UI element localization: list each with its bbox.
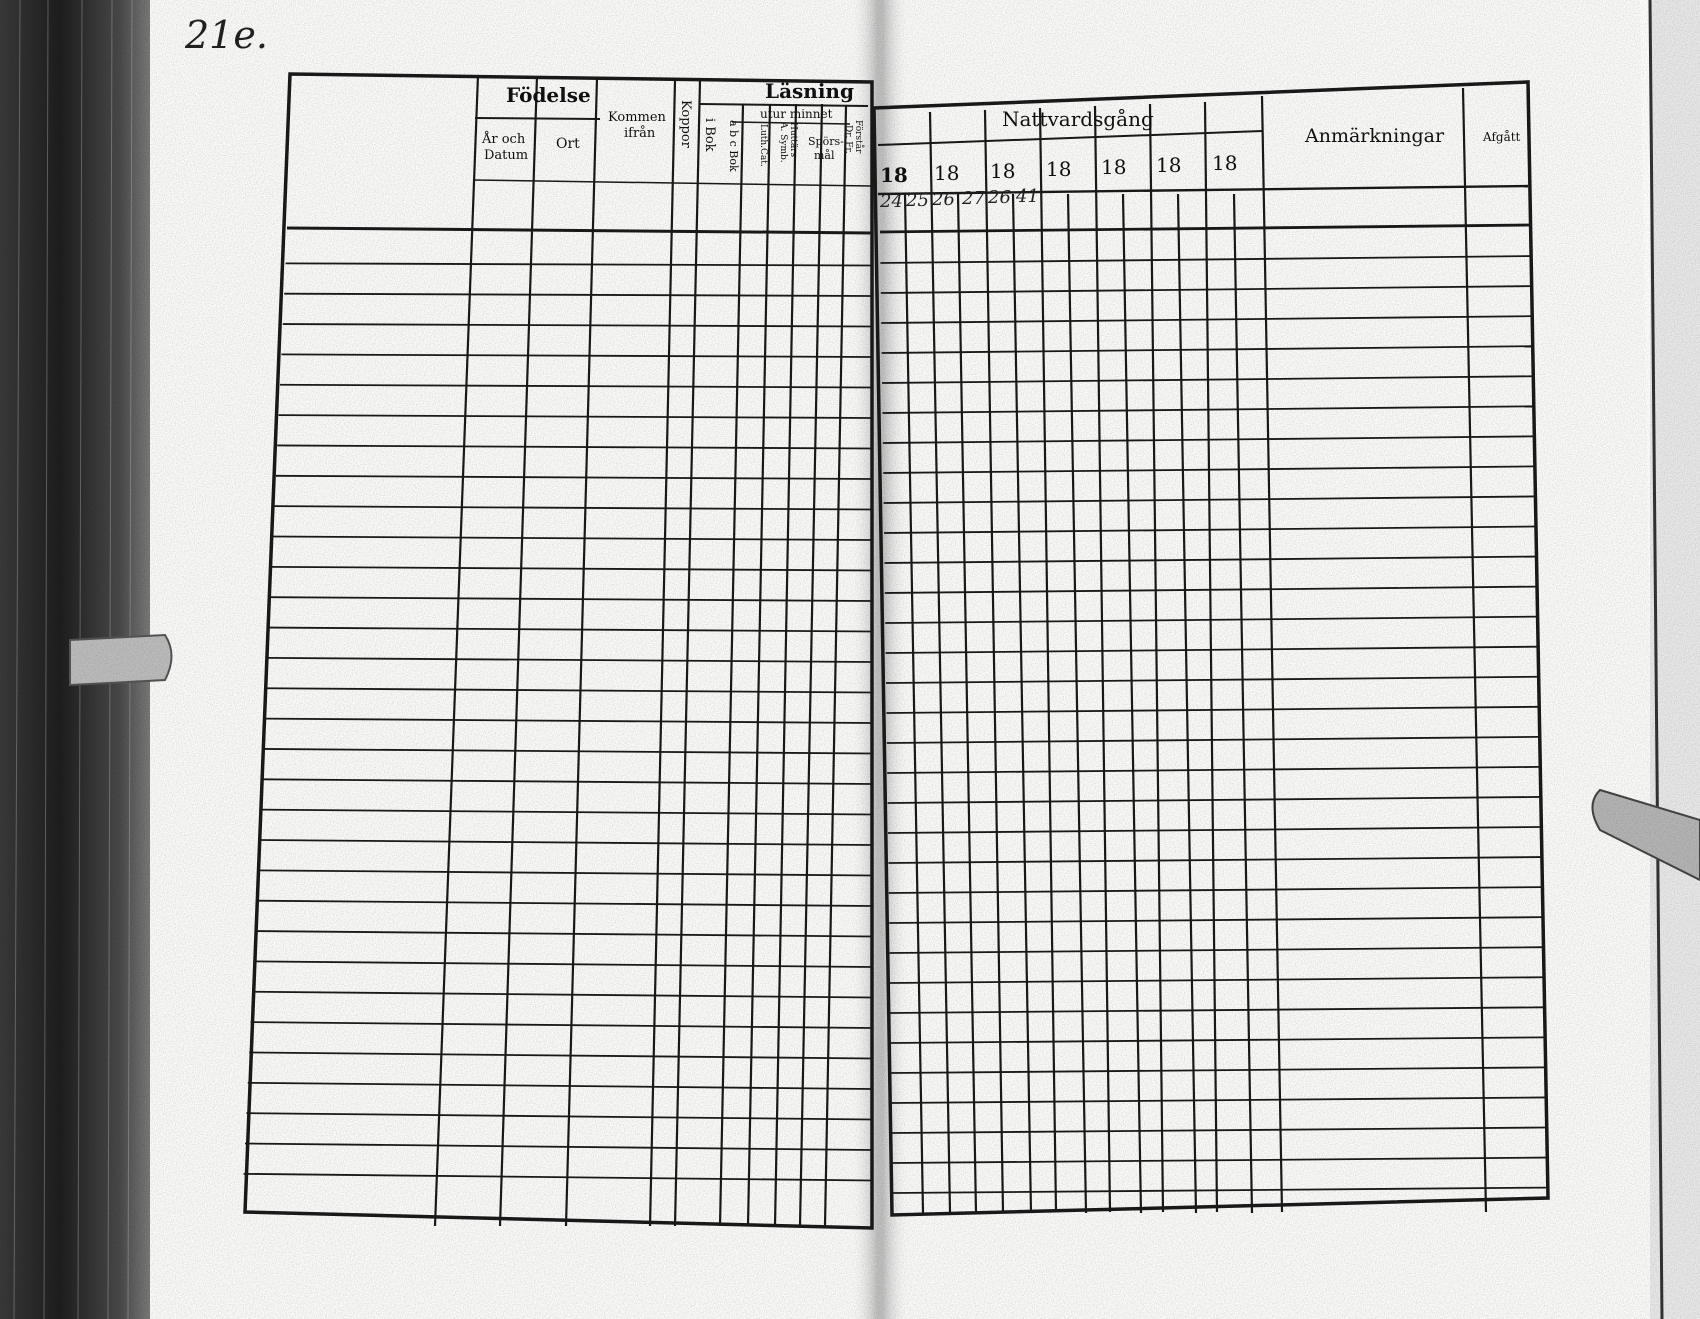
header-ifran: ifrån	[624, 126, 656, 141]
header-dr-fr: Dr. Fr.	[843, 125, 853, 154]
year-prefix-4: 18	[1046, 157, 1072, 181]
handwritten-date-3: 26	[932, 189, 955, 210]
header-anmarkningar: Anmärkningar	[1305, 125, 1445, 147]
header-koppor: Koppor	[678, 100, 693, 148]
year-prefix-2: 18	[934, 161, 960, 185]
year-prefix-1: 18	[880, 163, 908, 187]
header-luth-cat: Luth.Cat.	[758, 124, 768, 167]
header-abc-bok: a b c Bok	[727, 120, 740, 172]
header-lasning: Läsning	[765, 79, 854, 103]
header-i-bok: i Bok	[702, 118, 717, 152]
header-sporsmal: Spörs-	[808, 135, 844, 148]
year-prefix-3: 18	[990, 159, 1016, 183]
year-prefix-5: 18	[1101, 155, 1127, 179]
year-prefix-6: 18	[1156, 153, 1182, 177]
page-number: 21e.	[185, 13, 268, 57]
header-fodelse: Födelse	[506, 83, 591, 107]
handwritten-date-1: 24	[880, 191, 903, 212]
header-huttars: Huttärs	[788, 122, 798, 158]
header-datum: Datum	[484, 148, 529, 163]
header-ort: Ort	[556, 136, 580, 152]
handwritten-date-4: 27	[962, 188, 985, 209]
header-utur-minnet: utur minnet	[760, 107, 833, 121]
year-prefix-7: 18	[1212, 151, 1238, 175]
header-ar-och: År och	[482, 132, 526, 147]
header-kommen: Kommen	[608, 110, 666, 125]
header-nattvardsgang: Nattvardsgång	[1002, 107, 1154, 131]
handwritten-date-5: 26	[988, 187, 1011, 208]
header-a-symb: A. Symb.	[778, 122, 788, 163]
header-afgatt: Afgått	[1483, 130, 1521, 144]
handwritten-date-2: 25	[906, 190, 929, 211]
header-forstar: Förstår	[853, 120, 863, 154]
handwritten-date-6: 41	[1016, 186, 1039, 207]
header-sporsmal-2: mål	[814, 149, 835, 162]
